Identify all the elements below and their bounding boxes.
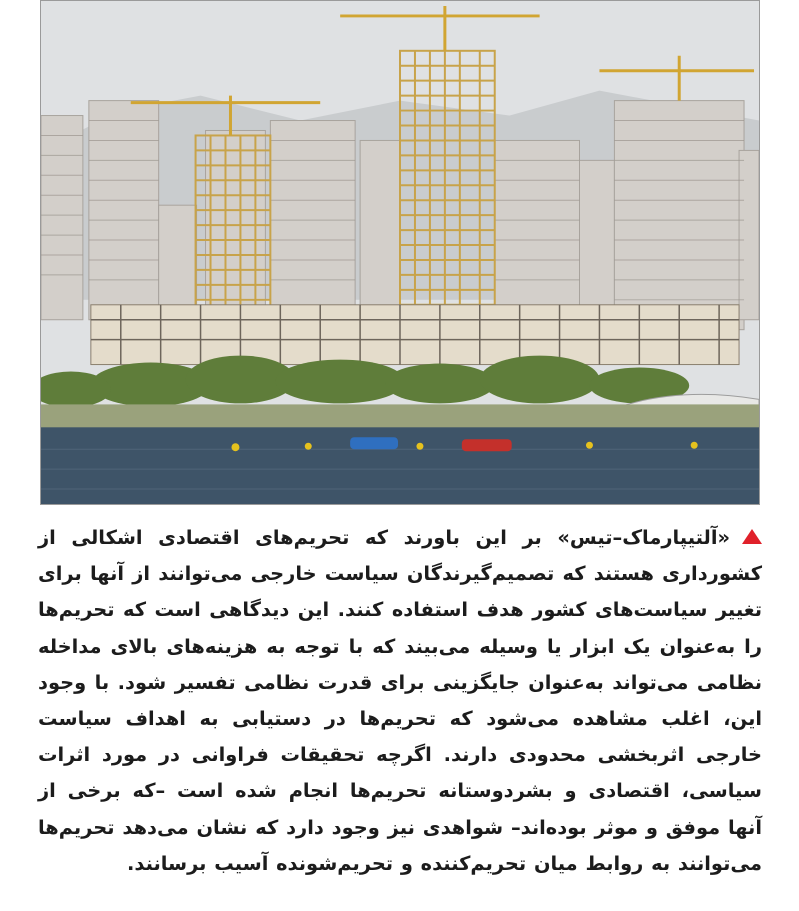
caption-marker-triangle-icon: [742, 529, 762, 544]
caption-text: «آلتیپارماک–تیس» بر این باورند که تحریم‌های اقتصادی اشکالی از کشورداری هستند که تصمیم‌گیرندگان سیاست خارجی می‌توانند از آنها برای تغییر سیاست‌های کشور هدف استفاده کنند. این دیدگاهی است که تحریم‌ها را به‌عنوان یک ابزار یا وسیله می‌بیند که با توجه به هزینه‌های بالای مداخله نظامی می‌تواند به‌عنوان جایگزینی برای قدرت نظامی تفسیر شود. با وجود این، اغلب مشاهده می‌شود که تحریم‌ها در دستیابی به اهداف سیاست خارجی اثربخشی محدودی دارند. اگرچه تحقیقات فراوانی در مورد اثرات سیاسی، اقتصادی و بشردوستانه تحریم‌ها انجام شده است –که برخی از آنها موفق و موثر بوده‌اند– شواهدی نیز وجود دارد که نشان می‌دهد تحریم‌ها می‌توانند به روابط میان تحریم‌کننده و تحریم‌شونده آسیب برسانند.: [38, 526, 762, 875]
photo-caption: [38, 520, 762, 882]
news-photo: [40, 0, 760, 505]
construction-skyline-illustration: [41, 1, 759, 504]
